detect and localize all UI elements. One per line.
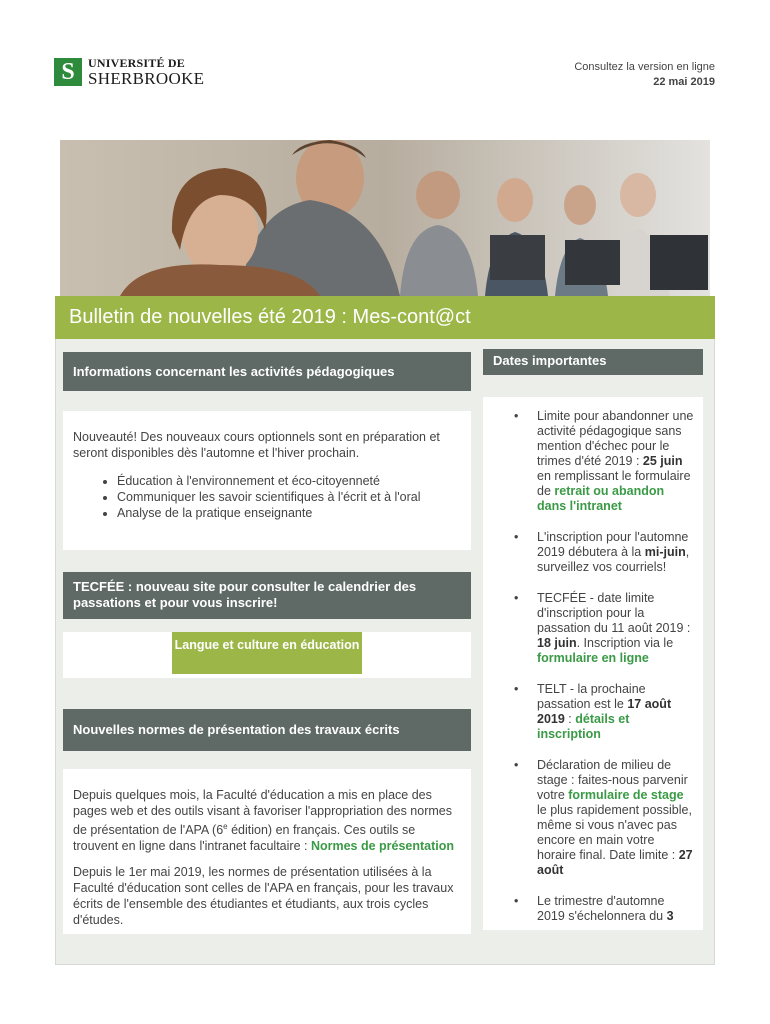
newsletter-title: Bulletin de nouvelles été 2019 : Mes-cont@ct xyxy=(55,296,715,339)
header-meta xyxy=(574,60,715,90)
logo-mark-icon: S xyxy=(54,58,82,86)
date-text: Déclaration de milieu de stage : faites-nous parvenir votre xyxy=(537,758,688,802)
date-text: TELT - la prochaine passation est le xyxy=(537,682,646,711)
date-text: L'inscription pour l'automne 2019 débutera à la xyxy=(537,530,689,559)
list-item: • Analyse de la pratique enseignante xyxy=(117,505,459,521)
date-item-abandon xyxy=(483,409,703,514)
hero-photo-illustration xyxy=(60,140,710,296)
newsletter-date: 22 mai 2019 xyxy=(653,76,715,88)
section-header-tecfee: TECFÉE : nouveau site pour consulter le calendrier des passations et pour vous inscrire! xyxy=(63,572,471,619)
important-dates-card xyxy=(483,397,703,930)
date-bold: mi-juin xyxy=(644,545,686,559)
superscript-e: e xyxy=(223,822,228,831)
details-inscription-link[interactable]: détails et inscription xyxy=(537,712,630,741)
new-courses-intro: Nouveauté! Des nouveaux cours optionnels sont en préparation et seront disponibles dès l'automne et l'hiver prochain. xyxy=(73,430,440,460)
normes-presentation-link[interactable]: Normes de présentation xyxy=(310,839,455,854)
normes-card xyxy=(63,769,471,934)
formulaire-en-ligne-link[interactable]: formulaire en ligne xyxy=(537,651,649,665)
date-bold: 17 août 2019 xyxy=(537,697,672,726)
date-bold: 3 xyxy=(666,909,674,923)
logo-wordmark xyxy=(88,57,204,87)
date-item-inscription xyxy=(483,530,703,575)
list-item: • Communiquer les savoir scientifiques à l'écrit et à l'oral xyxy=(117,489,459,505)
date-text: . Inscription via le xyxy=(576,636,674,650)
date-text: , surveillez vos courriels! xyxy=(537,545,690,574)
important-dates-list xyxy=(483,409,703,924)
date-item-stage xyxy=(483,758,703,878)
section-header-dates: Dates importantes xyxy=(483,349,703,375)
formulaire-stage-link[interactable]: formulaire de stage xyxy=(568,788,684,802)
date-text: : xyxy=(564,712,576,726)
date-text: Le trimestre d'automne 2019 s'échelonnera du xyxy=(537,894,667,923)
date-text: le plus rapidement possible, même si vous n'avec pas encore en main votre horaire final. Date limite : xyxy=(537,803,692,862)
langue-culture-button[interactable]: Langue et culture en éducation xyxy=(172,632,362,674)
normes-paragraph-2: Depuis le 1er mai 2019, les normes de présentation utilisées à la Faculté d'éducation sont celles de l'APA en français, pour les travaux écrits de l'ensemble des étudiantes et étudiants, aux trois cycles d'études. xyxy=(73,865,454,928)
date-item-telt xyxy=(483,682,703,742)
tecfee-card xyxy=(63,632,471,678)
section-header-pedagogical: Informations concernant les activités pédagogiques xyxy=(63,352,471,391)
normes-paragraph-1 xyxy=(73,787,459,854)
date-item-automne xyxy=(483,894,703,924)
newsletter-body xyxy=(55,339,715,965)
logo-line-2: SHERBROOKE xyxy=(88,69,205,88)
date-text: TECFÉE - date limite d'inscription pour la passation du 11 août 2019 : xyxy=(537,591,691,635)
date-bold: 27 août xyxy=(537,848,693,877)
hero-image xyxy=(60,140,710,296)
date-text: en remplissant le formulaire de xyxy=(537,469,691,498)
logo-line-1: UNIVERSITÉ DE xyxy=(88,56,185,70)
section-header-normes: Nouvelles normes de présentation des travaux écrits xyxy=(63,709,471,751)
normes-text-a: Depuis quelques mois, la Faculté d'éducation a mis en place des pages web et des outils visant à favoriser l'appropriation des normes de présentation de l'APA (6 xyxy=(73,788,452,838)
pedagogical-info-card xyxy=(63,411,471,550)
date-bold: 18 juin xyxy=(537,636,577,650)
university-logo[interactable] xyxy=(54,57,204,87)
retrait-abandon-link[interactable]: retrait ou abandon dans l'intranet xyxy=(537,484,665,513)
normes-text-b: édition) en français. Ces outils se trouvent en ligne dans l'intranet facultaire : xyxy=(73,823,416,854)
online-version-link[interactable]: Consultez la version en ligne xyxy=(574,61,715,73)
new-courses-list xyxy=(73,473,459,521)
date-item-tecfee xyxy=(483,591,703,666)
date-text: Limite pour abandonner une activité pédagogique sans mention d'échec pour le trimes d'été 2019 : xyxy=(537,409,694,468)
list-item: • Éducation à l'environnement et éco-citoyenneté xyxy=(117,473,459,489)
date-bold: 25 juin xyxy=(642,454,683,468)
